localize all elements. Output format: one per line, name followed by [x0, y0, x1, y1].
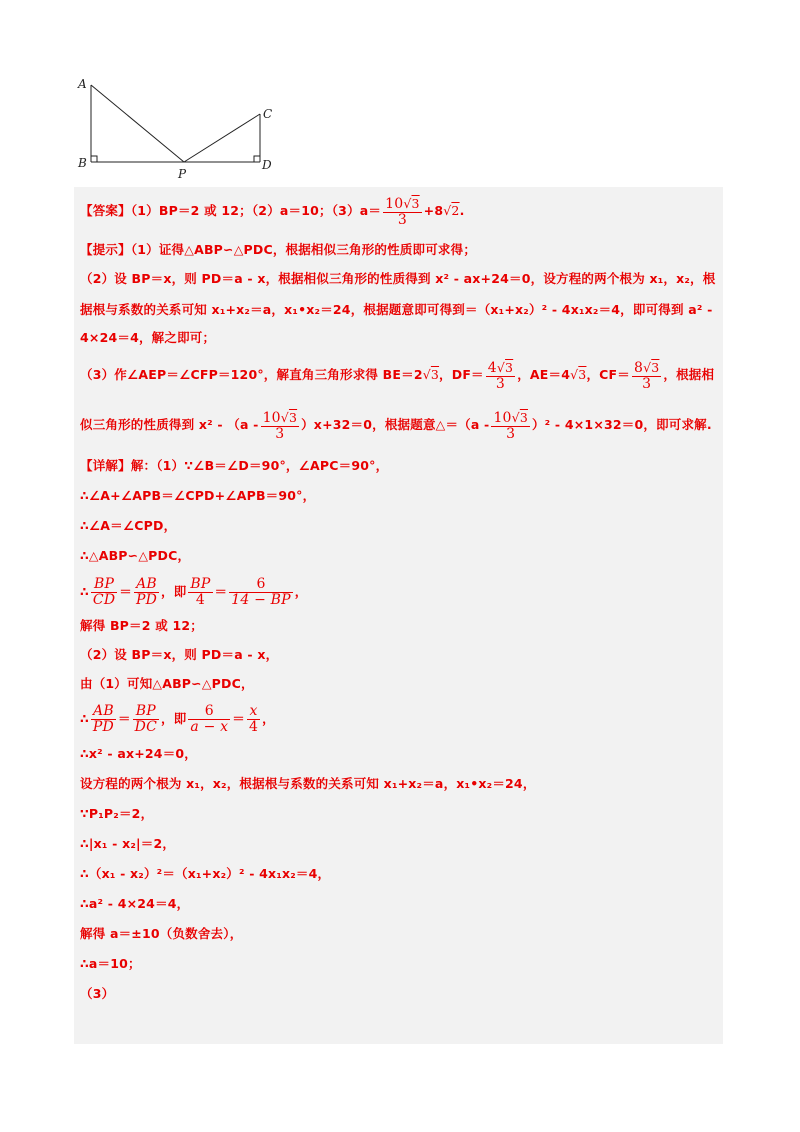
detail-line-9: ∴ $\frac{AB}{PD}$ ＝ $\frac{BP}{DC}$ ，即 $\frac{6}{a - x}$ ＝ $\frac{x}{4}$ ，	[80, 703, 275, 735]
label-p: P	[178, 167, 187, 181]
hint-line-3: 据根与系数的关系可知 x₁+x₂＝a，x₁•x₂＝24，根据题意即可得到＝（x₁+x₂）² - 4x₁x₂＝4，即可得到 a² -	[80, 302, 713, 317]
hint-line-2: （2）设 BP＝x，则 PD＝a - x，根据相似三角形的性质得到 x² - ax+24＝0，设方程的两个根为 x₁，x₂，根	[80, 271, 716, 286]
answer-tag: 【答案】	[80, 203, 131, 218]
detail-line-18: （3）	[80, 986, 115, 1001]
detail-line-8: 由（1）可知△ABP∽△PDC，	[80, 676, 254, 691]
answer-line: 【答案】（1）BP＝2 或 12；（2）a＝10；（3）a＝ $\frac{10√3}{3}$ +8√2.	[80, 195, 465, 228]
segment-pc	[184, 114, 260, 162]
answer-fraction: $\frac{10√3}{3}$	[385, 195, 420, 228]
label-a: A	[78, 77, 87, 91]
detail-line-17: ∴a＝10；	[80, 956, 141, 971]
detail-line-7: （2）设 BP＝x，则 PD＝a - x，	[80, 647, 279, 662]
hint-fraction-6b: $\frac{10√3}{3}$	[493, 409, 528, 442]
right-angle-mark-d	[254, 156, 260, 162]
hint-line-1: 【提示】（1）证得△ABP∽△PDC，根据相似三角形的性质即可求得；	[80, 242, 477, 257]
segment-ap	[91, 85, 184, 162]
detail-line-5: ∴ $\frac{BP}{CD}$ ＝ $\frac{AB}{PD}$ ，即 $\frac{BP}{4}$ ＝ $\frac{6}{14 - BP}$ ，	[80, 576, 308, 608]
hint-tag: 【提示】	[80, 242, 131, 257]
detail-tag: 【详解】	[80, 458, 131, 473]
detail-line-11: 设方程的两个根为 x₁，x₂，根据根与系数的关系可知 x₁+x₂＝a，x₁•x₂＝24，	[80, 776, 536, 791]
hint-line-5: （3）作∠AEP＝∠CFP＝120°，解直角三角形求得 BE＝2√3，DF＝ $\frac{4√3}{3}$ ，AE＝4√3，CF＝ $\frac{8√3}{3}$ ，根据相	[80, 359, 715, 392]
detail-line-10: ∴x² - ax+24＝0，	[80, 746, 197, 761]
label-c: C	[263, 107, 273, 121]
hint-line-4: 4×24＝4，解之即可；	[80, 330, 216, 345]
hint-fraction-df: $\frac{4√3}{3}$	[487, 359, 514, 392]
label-d: D	[262, 158, 272, 172]
detail-line-16: 解得 a＝±10（负数舍去），	[80, 926, 243, 941]
geometry-figure	[76, 72, 286, 184]
hint-fraction-cf: $\frac{8√3}{3}$	[633, 359, 660, 392]
detail-line-6: 解得 BP＝2 或 12；	[80, 618, 203, 633]
detail-line-2: ∴∠A+∠APB＝∠CPD+∠APB＝90°，	[80, 488, 316, 503]
detail-line-14: ∴（x₁ - x₂）²＝（x₁+x₂）² - 4x₁x₂＝4，	[80, 866, 331, 881]
detail-line-15: ∴a² - 4×24＝4，	[80, 896, 190, 911]
detail-line-12: ∵P₁P₂＝2，	[80, 806, 154, 821]
label-b: B	[78, 156, 87, 170]
detail-line-1: 【详解】解：（1）∵∠B＝∠D＝90°，∠APC＝90°，	[80, 458, 389, 473]
detail-line-3: ∴∠A＝∠CPD，	[80, 518, 177, 533]
detail-line-4: ∴△ABP∽△PDC，	[80, 548, 191, 563]
hint-line-6: 似三角形的性质得到 x² - （a - $\frac{10√3}{3}$ ）x+32＝0，根据题意△＝（a - $\frac{10√3}{3}$ ）² - 4×1×32＝0，即可求解.	[80, 409, 712, 442]
detail-line-13: ∴|x₁ - x₂|＝2，	[80, 836, 176, 851]
right-angle-mark-b	[91, 156, 97, 162]
solution-panel	[74, 187, 723, 1044]
hint-fraction-6a: $\frac{10√3}{3}$	[262, 409, 298, 442]
answer-text: （1）BP＝2 或 12；（2）a＝10；（3）a＝	[130, 203, 382, 218]
